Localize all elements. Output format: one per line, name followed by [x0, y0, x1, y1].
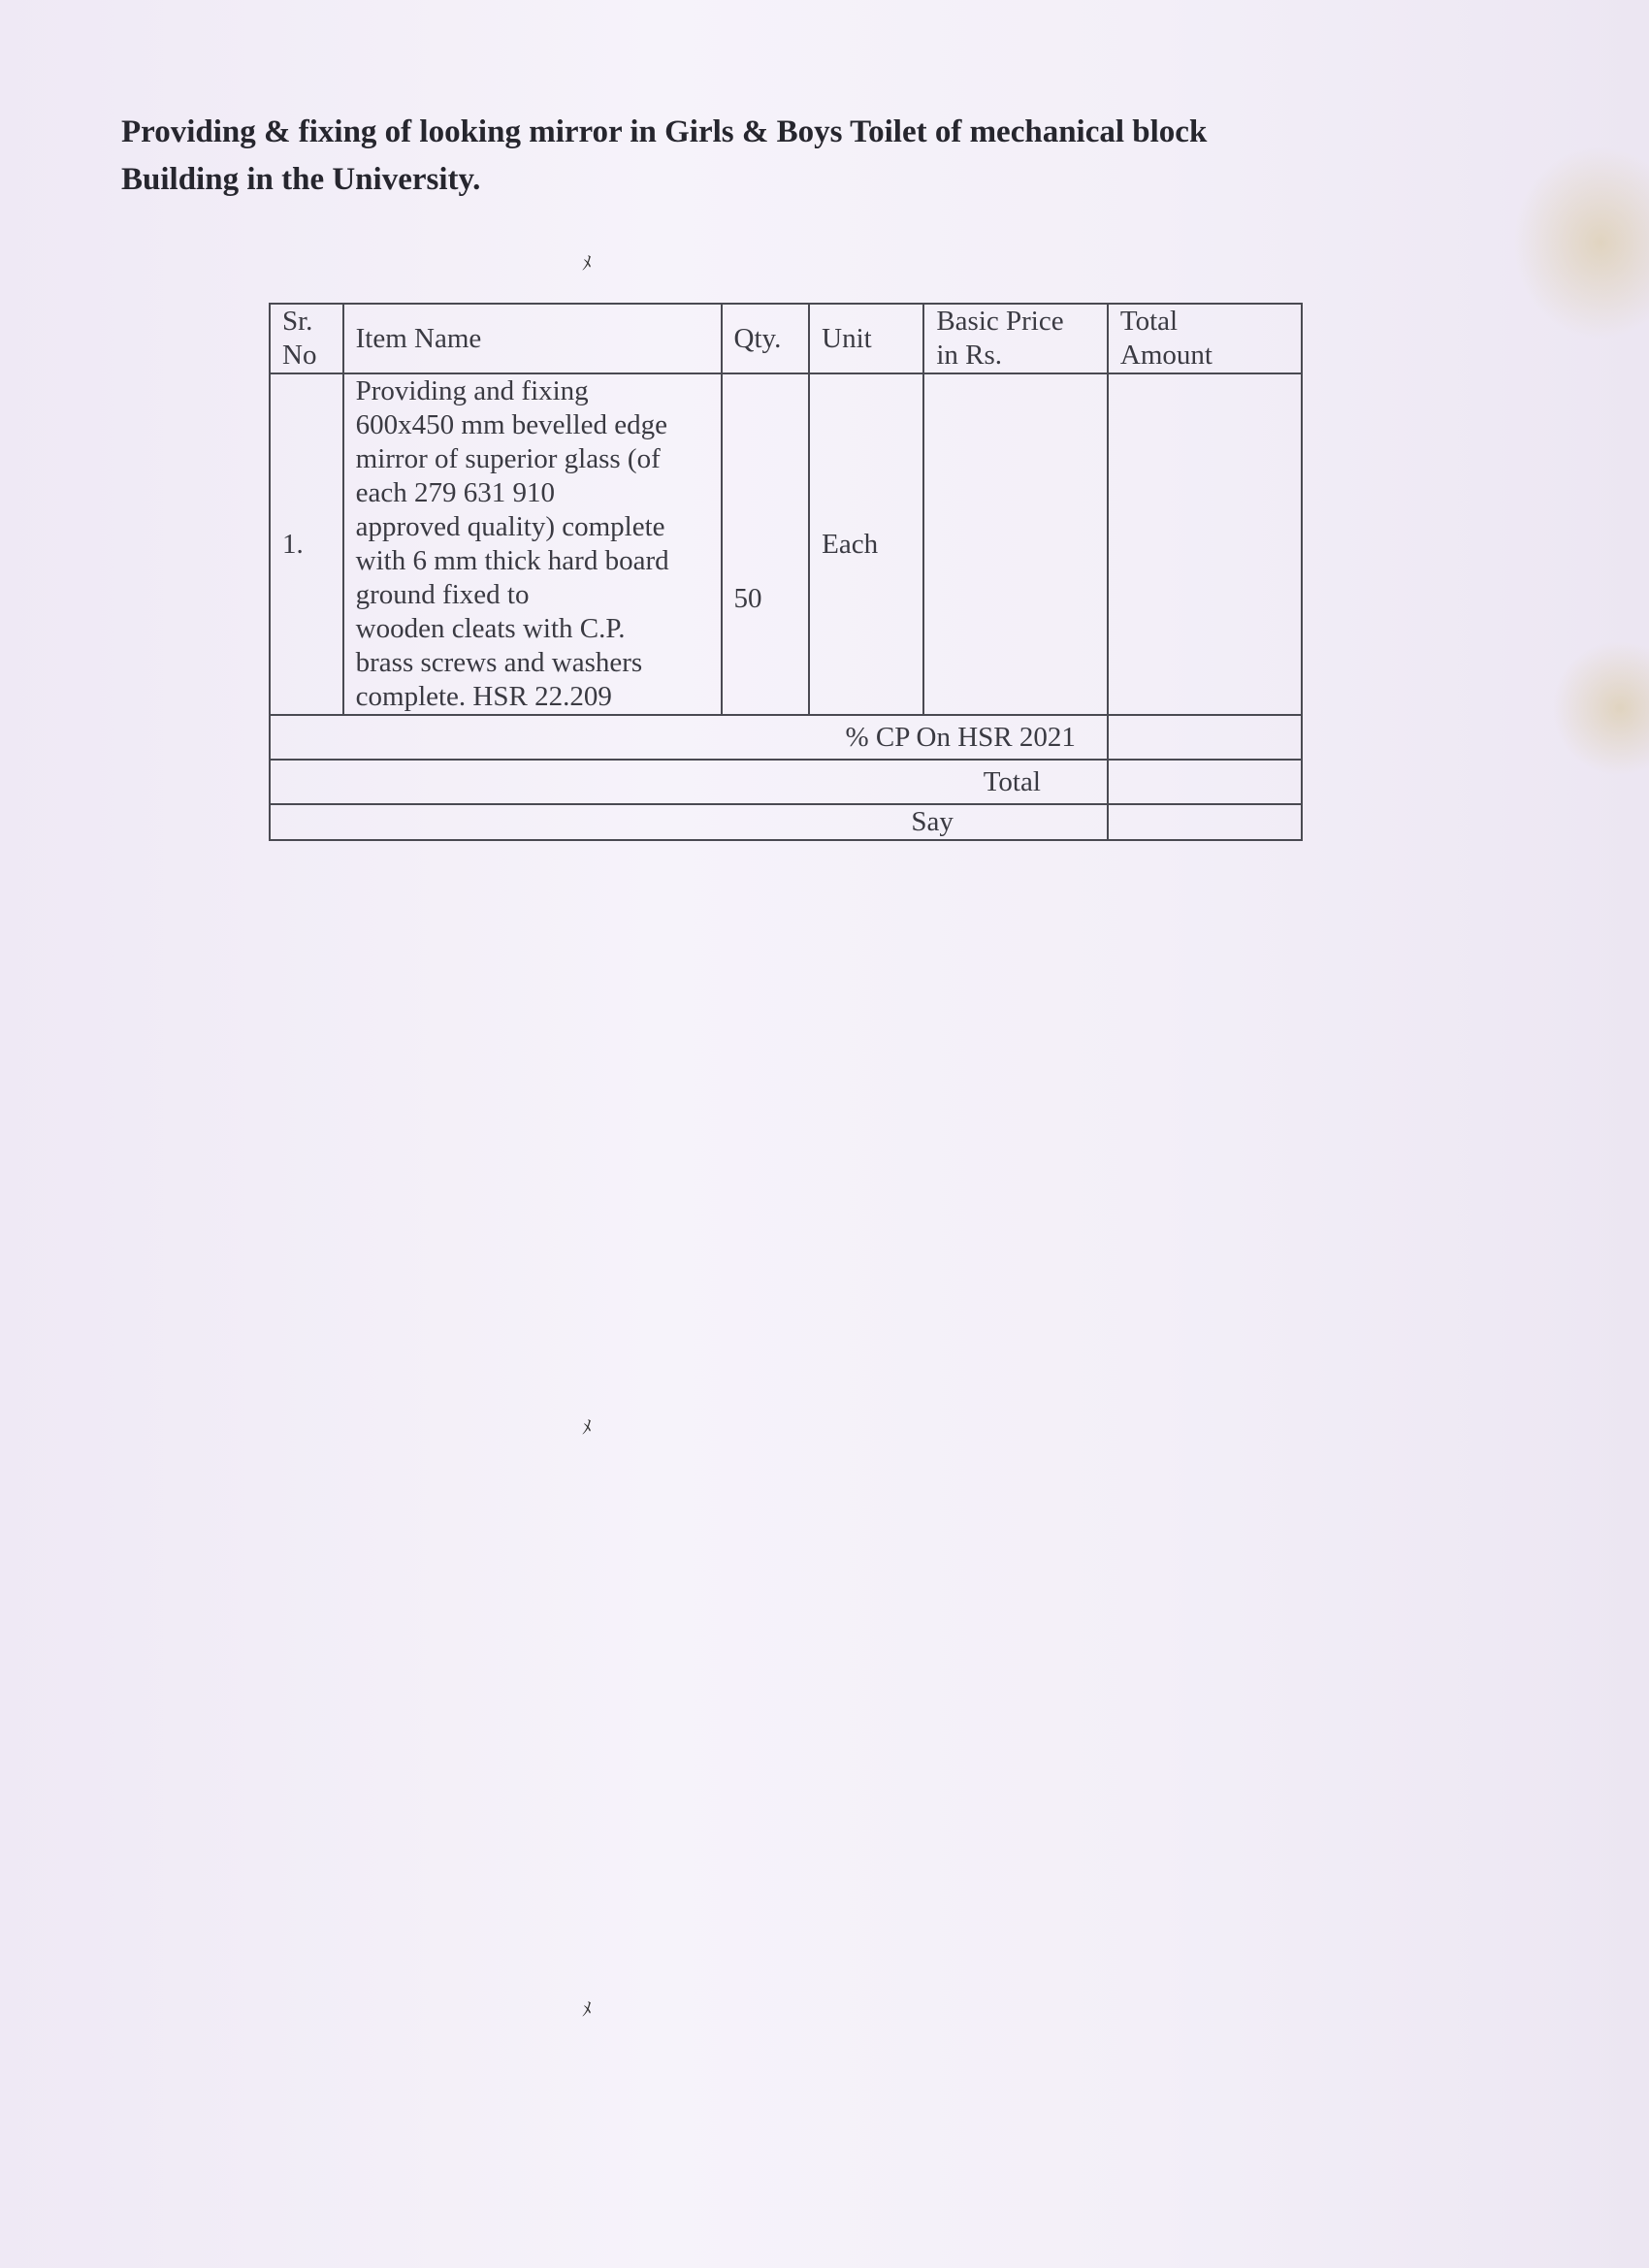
header-sr-no — [270, 304, 343, 373]
stray-mark: ﾒ — [582, 1999, 592, 2021]
cell-qty: 50 — [722, 373, 810, 715]
summary-row-say — [270, 804, 1302, 840]
cp-label: % CP On HSR 2021 — [270, 715, 1108, 760]
item-line: mirror of superior glass (of — [355, 443, 661, 474]
cell-sr-no: 1. — [270, 373, 343, 715]
item-line: brass screws and washers — [355, 647, 643, 678]
bill-of-quantities-table — [269, 303, 1303, 841]
table-header-row — [270, 304, 1302, 373]
header-price-line-1: Basic Price — [936, 306, 1064, 337]
header-item-name: Item Name — [343, 304, 722, 373]
table-row — [270, 373, 1302, 715]
say-amount — [1108, 804, 1302, 840]
item-line: with 6 mm thick hard board — [355, 545, 669, 576]
cell-unit: Each — [809, 373, 923, 715]
header-qty: Qty. — [722, 304, 810, 373]
cell-item-description — [343, 373, 722, 715]
item-line: Providing and fixing — [355, 375, 589, 406]
cp-amount — [1108, 715, 1302, 760]
total-label: Total — [270, 760, 1108, 804]
paper-stain — [1552, 640, 1649, 776]
stray-mark: ﾒ — [582, 1417, 592, 1439]
say-label: Say — [270, 804, 1108, 840]
header-price-line-2: in Rs. — [936, 340, 1002, 371]
header-total-line-1: Total — [1119, 306, 1179, 337]
header-sr-line-2: No — [282, 340, 317, 371]
document-title — [121, 109, 1382, 204]
title-line-1: Providing & fixing of looking mirror in Girls & Boys Toilet of mechanical block — [121, 114, 1208, 149]
cell-basic-price — [923, 373, 1108, 715]
total-amount — [1108, 760, 1302, 804]
item-line: approved quality) complete — [355, 511, 665, 542]
header-total-line-2: Amount — [1119, 340, 1212, 371]
item-line: wooden cleats with C.P. — [355, 613, 626, 644]
summary-row-cp — [270, 715, 1302, 760]
item-line: complete. HSR 22.209 — [355, 681, 612, 712]
item-line: each 279 631 910 — [355, 477, 556, 508]
header-basic-price — [923, 304, 1108, 373]
title-line-2: Building in the University. — [121, 162, 481, 197]
item-line: 600x450 mm bevelled edge — [355, 409, 667, 440]
item-line: ground fixed to — [355, 579, 530, 610]
header-unit: Unit — [809, 304, 923, 373]
cell-total-amount — [1108, 373, 1302, 715]
stray-mark: ﾒ — [582, 253, 592, 275]
header-sr-line-1: Sr. — [282, 306, 313, 337]
paper-stain — [1513, 146, 1649, 340]
header-total-amount — [1108, 304, 1302, 373]
summary-row-total — [270, 760, 1302, 804]
